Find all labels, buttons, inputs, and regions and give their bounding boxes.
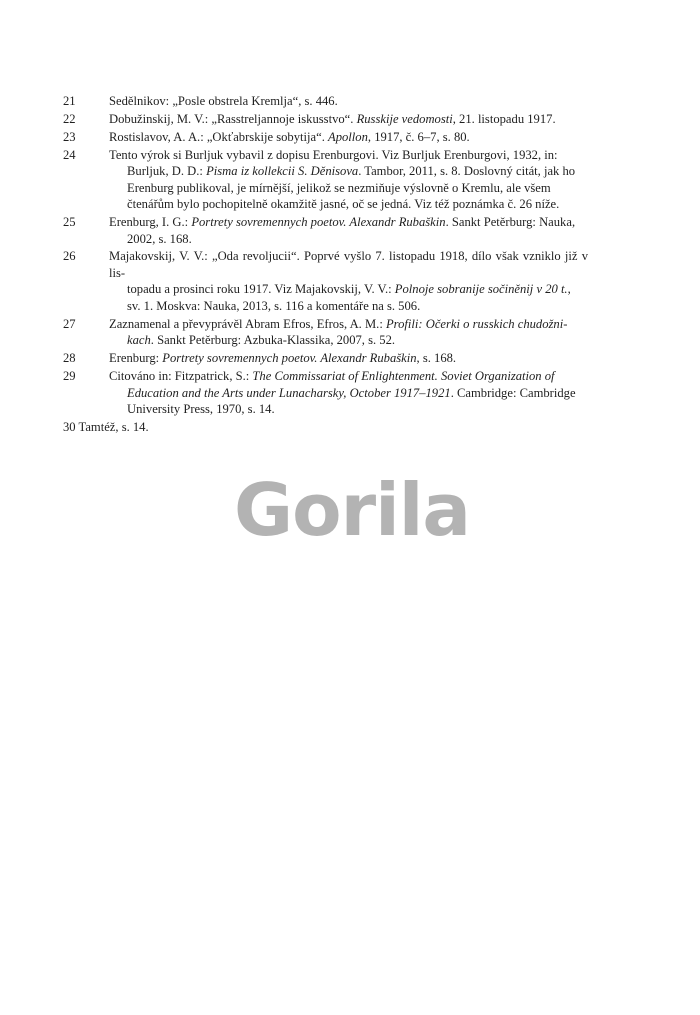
footnote-segment: sv. 1. Moskva: Nauka, 2013, s. 116 a komentáře na s. 506. [127, 298, 421, 313]
footnote-line [109, 111, 588, 128]
footnote-number: 25 [63, 215, 76, 230]
footnote-line [79, 420, 149, 434]
footnote-25 [63, 214, 588, 247]
footnote-line [109, 163, 588, 180]
footnote-text [109, 111, 588, 128]
footnote-title-italic: Polnoje sobranije sočiněnij v 20 t. [394, 282, 568, 297]
publisher-logo: Gorila [234, 468, 471, 552]
footnote-segment: Erenburg, I. G.: [109, 215, 192, 230]
footnote-24 [63, 147, 588, 213]
footnote-segment: Sedělnikov: „Posle obstrela Kremlja“, s. 446. [109, 94, 338, 108]
footnote-line [109, 281, 588, 298]
footnote-number: 21 [63, 94, 76, 108]
footnote-title-italic: The Commissariat of Enlightenment. Soviet Organization of [252, 369, 555, 384]
footnote-segment: Rostislavov, A. A.: „Okťabrskije sobytija“. [109, 129, 328, 144]
footnote-segment: Tento výrok si Burljuk vybavil z dopisu Erenburgovi. Viz Burljuk Erenburgovi, 1932, in: [109, 147, 558, 162]
footnote-text [109, 368, 588, 418]
footnote-text [109, 93, 588, 110]
footnote-line [109, 368, 588, 385]
footnote-title-italic: Profili: Očerki o russkich chudožni- [385, 316, 568, 331]
footnote-segment: Burljuk, D. D.: [127, 164, 207, 179]
footnote-line [109, 248, 588, 281]
footnote-title-italic: Portrety sovremennych poetov. Alexandr Rubaškin [191, 215, 446, 230]
footnote-26 [63, 248, 588, 314]
footnote-segment: Zaznamenal a převyprávěl Abram Efros, Efros, A. M.: [109, 316, 386, 331]
footnote-title-italic: Education and the Arts under Lunacharsky, October 1917–1921 [127, 385, 451, 400]
footnote-segment: . Sankt Petěrburg: Azbuka-Klassika, 2007, s. 52. [150, 333, 396, 348]
footnote-segment: čtenářům bylo pochopitelně okamžitě jasné, oč se jedná. Viz též poznámka č. 26 níže. [127, 197, 560, 212]
footnote-segment: Erenburg publikoval, je mírnější, jelikož se nezmiňuje výslovně o Kremlu, ale všem [127, 180, 551, 195]
footnote-segment: Majakovskij, V. V.: „Oda revoljucii“. Poprvé vyšlo 7. listopadu 1918, dílo však vzniklo již v lis- [109, 249, 588, 280]
footnote-segment: Citováno in: Fitzpatrick, S.: [109, 369, 253, 384]
footnote-28 [63, 350, 588, 367]
footnote-segment: . Tambor, 2011, s. 8. Doslovný citát, jak ho [358, 164, 576, 179]
footnote-number: 22 [63, 111, 76, 126]
footnote-segment: , 21. listopadu 1917. [452, 111, 556, 126]
footnote-segment: , 1917, č. 6–7, s. 80. [367, 129, 470, 144]
footnote-line [109, 401, 588, 418]
footnote-line [109, 231, 588, 248]
footnote-line [109, 196, 588, 213]
footnote-line [109, 332, 588, 349]
footnote-line [109, 214, 588, 231]
footnote-21 [63, 93, 588, 110]
footnote-number: 23 [63, 129, 76, 144]
footnote-line [109, 316, 588, 333]
footnote-segment: Tamtéž, s. 14. [78, 420, 149, 435]
footnote-segment: , [567, 282, 571, 297]
footnote-title-italic: Russkije vedomosti [356, 111, 453, 126]
footnote-title-italic: kach [127, 333, 151, 348]
footnote-list [63, 93, 588, 437]
footnote-segment: Erenburg: [109, 351, 163, 366]
footnote-27 [63, 316, 588, 349]
footnote-text [109, 214, 588, 247]
footnote-segment: . Cambridge: Cambridge [450, 385, 576, 400]
footnote-number: 24 [63, 147, 76, 162]
footnote-number: 27 [63, 316, 76, 331]
footnote-segment: Dobužinskij, M. V.: „Rasstreljannoje iskusstvo“. [109, 111, 357, 126]
footnote-30 [63, 419, 588, 436]
footnote-number: 28 [63, 351, 76, 366]
footnote-line [109, 350, 588, 367]
footnote-text [109, 147, 588, 213]
footnote-number: 29 [63, 369, 76, 384]
footnote-text [109, 316, 588, 349]
footnote-line [109, 93, 588, 110]
footnote-29 [63, 368, 588, 418]
footnote-line [109, 298, 588, 315]
footnote-line [109, 180, 588, 197]
footnote-title-italic: Apollon [328, 129, 368, 144]
footnote-number: 30 [63, 420, 79, 435]
footnote-segment: . Sankt Petěrburg: Nauka, [445, 215, 576, 230]
footnote-segment: , s. 168. [416, 351, 457, 366]
footnote-segment: topadu a prosinci roku 1917. Viz Majakovskij, V. V.: [127, 282, 395, 297]
footnote-text [109, 248, 588, 314]
footnote-segment: University Press, 1970, s. 14. [127, 402, 275, 417]
footnote-23 [63, 129, 588, 146]
footnote-22 [63, 111, 588, 128]
footnote-line [109, 385, 588, 402]
footnote-text [79, 420, 149, 434]
footnote-segment: 2002, s. 168. [127, 231, 192, 246]
footnote-title-italic: Portrety sovremennych poetov. Alexandr Rubaškin [162, 351, 417, 366]
footnote-text [109, 129, 588, 146]
footnote-number: 26 [63, 249, 76, 264]
footnote-line [109, 129, 588, 146]
footnote-title-italic: Pisma iz kollekcii S. Děnisova [206, 164, 359, 179]
footnote-line [109, 147, 588, 164]
footnote-text [109, 350, 588, 367]
